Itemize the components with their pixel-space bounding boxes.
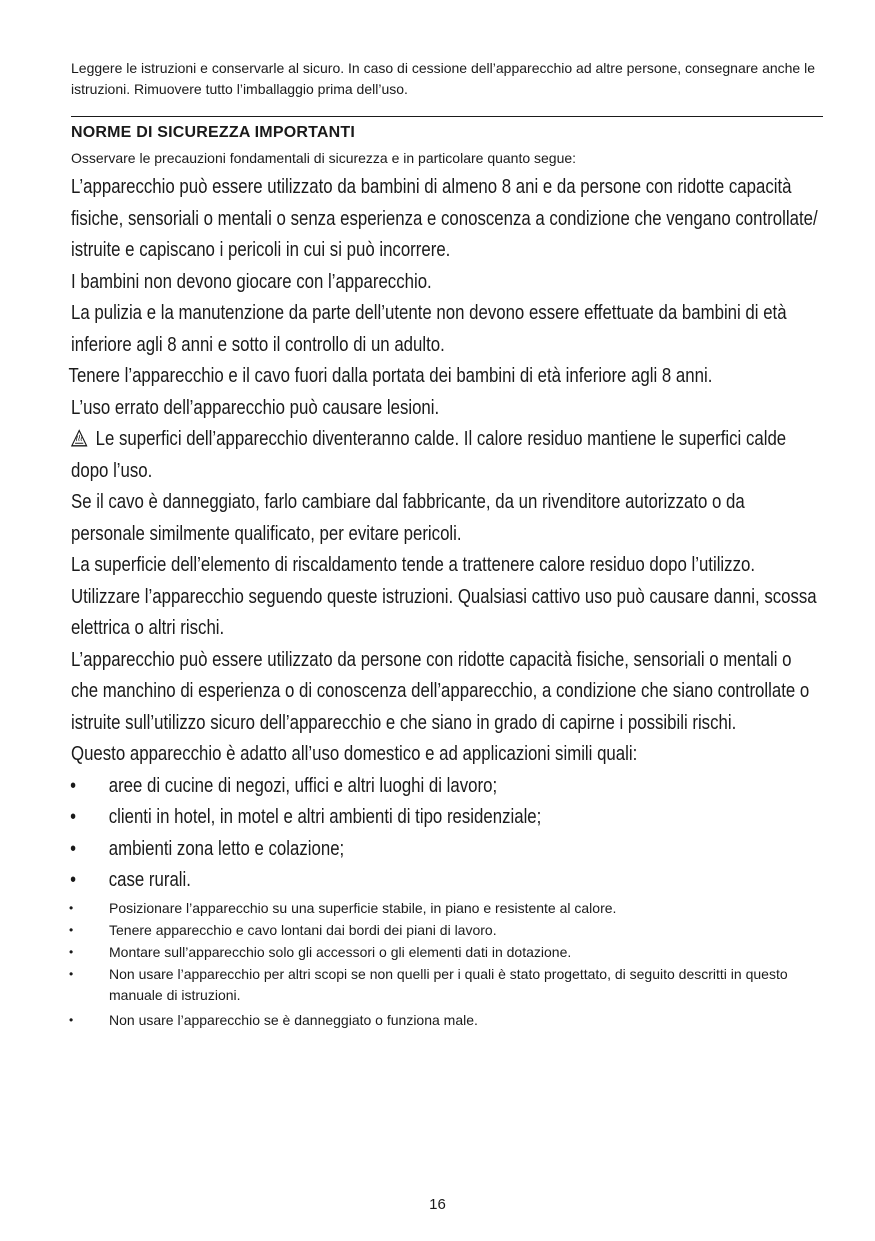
list-item: • Montare sull’apparecchio solo gli accessori o gli elementi dati in dotazione. — [71, 942, 823, 963]
uses-list — [71, 770, 823, 896]
warning-item: Se il cavo è danneggiato, farlo cambiare dal fabbricante, da un rivenditore autorizzato o da personale similmente qualificato, per evitare pericoli. — [71, 490, 745, 545]
hot-surface-text: Le superfici dell’apparecchio diventeranno calde. Il calore residuo mantiene le superfici calde dopo l’uso. — [71, 427, 787, 482]
hot-surface-warning — [71, 423, 823, 486]
warning-item: Utilizzare l’apparecchio seguendo queste istruzioni. Qualsiasi cattivo uso può causare danni, scossa elettrica o altri rischi. — [71, 584, 817, 639]
list-item: • Posizionare l’apparecchio su una superficie stabile, in piano e resistente al calore. — [71, 898, 823, 919]
list-item: • case rurali. — [71, 864, 823, 896]
warning-item: L’apparecchio può essere utilizzato da bambini di almeno 8 ani e da persone con ridotte capacità fisiche, sensoriali o mentali o senza esperienza e conoscenza a condizione che vengano controllate/ istruite e capiscano i pericoli in cui si può incorrere. — [71, 175, 818, 261]
divider — [71, 116, 823, 117]
hot-surface-warning-icon — [71, 425, 87, 443]
warning-item: Questo apparecchio è adatto all’uso domestico e ad applicazioni simili quali: — [71, 742, 638, 765]
list-item: • aree di cucine di negozi, uffici e altri luoghi di lavoro; — [71, 770, 823, 802]
list-item: • clienti in hotel, in motel e altri ambienti di tipo residenziale; — [71, 801, 823, 833]
list-item: • Non usare l’apparecchio se è danneggiato o funziona male. — [71, 1010, 823, 1031]
section-subheading: Osservare le precauzioni fondamentali di sicurezza e in particolare quanto segue: — [71, 150, 577, 166]
list-item: • ambienti zona letto e colazione; — [71, 833, 823, 865]
list-item: • Non usare l’apparecchio per altri scopi se non quelli per i quali è stato progettato, di seguito descritti in questo manuale di istruzioni. — [71, 964, 823, 1006]
instructions-list — [71, 898, 823, 1031]
section-heading: NORME DI SICUREZZA IMPORTANTI — [71, 124, 356, 141]
list-item: • Tenere apparecchio e cavo lontani dai bordi dei piani di lavoro. — [71, 920, 823, 941]
warning-item: Tenere l’apparecchio e il cavo fuori dalla portata dei bambini di età inferiore agli 8 anni. — [68, 364, 713, 387]
intro-text: Leggere le istruzioni e conservarle al sicuro. In caso di cessione dell’apparecchio ad altre persone, consegnare anche le istruzioni. Rimuovere tutto l’imballaggio prima dell’uso. — [71, 60, 815, 97]
manual-page — [68, 58, 823, 1032]
page-number: 16 — [429, 1196, 446, 1213]
warning-item: I bambini non devono giocare con l’apparecchio. — [71, 269, 432, 293]
warning-item: La superficie dell’elemento di riscaldamento tende a trattenere calore residuo dopo l’utilizzo. — [71, 553, 756, 576]
warning-item: L’uso errato dell’apparecchio può causare lesioni. — [71, 395, 440, 419]
warning-item: L’apparecchio può essere utilizzato da persone con ridotte capacità fisiche, sensoriali o mentali o che manchino di esperienza o di conoscenza dell’apparecchio, a condizione che siano controllate o istruite sull’utilizzo sicuro dell’apparecchio e che siano in grado di capirne i possibili rischi. — [71, 647, 810, 734]
safety-warnings — [68, 171, 823, 896]
warning-item: La pulizia e la manutenzione da parte dell’utente non devono essere effettuate da bambini di età inferiore agli 8 anni e sotto il controllo di un adulto. — [71, 301, 787, 356]
